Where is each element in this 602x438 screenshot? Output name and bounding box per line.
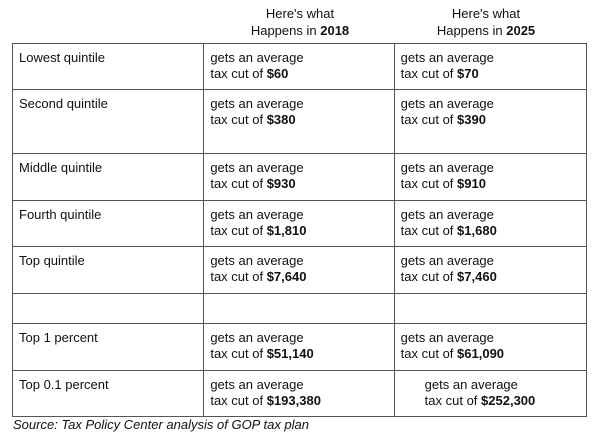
cell-2018-line2: [210, 393, 387, 409]
cell-2018-prefix: tax cut of: [210, 176, 264, 191]
table-row: [13, 371, 587, 417]
cell-2025-amount: $7,460: [457, 269, 497, 284]
cell-2018-prefix: tax cut of: [210, 269, 264, 284]
table-row: [13, 90, 587, 154]
table-row: [13, 44, 587, 90]
cell-2018: [204, 90, 394, 154]
empty-cell: [394, 294, 586, 324]
column-header-2025-line1: Here's what: [451, 6, 521, 21]
row-label: Middle quintile: [13, 154, 204, 201]
column-header-2018-year: 2018: [320, 23, 350, 38]
table-row: [13, 201, 587, 247]
cell-2025-prefix: tax cut of: [400, 269, 454, 284]
cell-2025-line1: gets an average: [400, 50, 494, 65]
cell-2025: [394, 324, 586, 371]
cell-2025-amount: $1,680: [457, 223, 497, 238]
cell-2018-line2: [210, 223, 387, 239]
cell-2018-line1: gets an average: [210, 160, 304, 175]
cell-2025: [394, 90, 586, 154]
cell-2018-prefix: tax cut of: [210, 223, 264, 238]
cell-2018-line2: [210, 112, 387, 128]
cell-2025: [394, 154, 586, 201]
cell-2025-amount: $252,300: [481, 393, 536, 408]
cell-2025-amount: $70: [457, 66, 479, 81]
cell-2018-line2: [210, 346, 387, 362]
cell-2018-line1: gets an average: [210, 253, 304, 268]
cell-2025-prefix: tax cut of: [400, 223, 454, 238]
cell-2025-amount: $61,090: [457, 346, 505, 361]
cell-2018-prefix: tax cut of: [210, 66, 264, 81]
tax-cut-table: [12, 43, 587, 417]
cell-2018-line1: gets an average: [210, 50, 304, 65]
source-note: Source: Tax Policy Center analysis of GOP tax plan: [13, 417, 310, 432]
cell-2025: [394, 44, 586, 90]
cell-2025: [394, 201, 586, 247]
cell-2018-amount: $193,380: [266, 393, 321, 408]
column-header-2025-line2: [396, 22, 576, 39]
cell-2025: [394, 247, 586, 294]
table-row: [13, 324, 587, 371]
cell-2025-prefix: tax cut of: [400, 112, 454, 127]
row-label: Top quintile: [13, 247, 204, 294]
cell-2018-line1: gets an average: [210, 330, 304, 345]
cell-2025-prefix: tax cut of: [400, 176, 454, 191]
table-row: [13, 247, 587, 294]
cell-2025-amount: $910: [457, 176, 486, 191]
cell-2018-amount: $930: [266, 176, 296, 191]
cell-2018-line2: [210, 66, 387, 82]
cell-2018-amount: $60: [266, 66, 289, 81]
cell-2025-line2: [401, 346, 580, 362]
column-header-2018-line2: [210, 22, 390, 39]
cell-2018: [204, 44, 394, 90]
cell-2018-line2: [210, 269, 387, 285]
column-header-2025: [396, 5, 576, 39]
cell-2025-line1: gets an average: [400, 207, 494, 222]
cell-2018: [204, 371, 394, 417]
cell-2018-amount: $1,810: [266, 223, 307, 238]
row-label: Fourth quintile: [13, 201, 204, 247]
column-header-2018-line1: Here's what: [265, 6, 335, 21]
empty-cell: [13, 294, 204, 324]
cell-2025-amount: $390: [457, 112, 486, 127]
row-label: Lowest quintile: [13, 44, 204, 90]
empty-cell: [204, 294, 394, 324]
cell-2025-line1: gets an average: [400, 330, 494, 345]
cell-2025-line2: [401, 223, 580, 239]
cell-2025: [394, 371, 586, 417]
cell-2025-line2: [401, 269, 580, 285]
cell-2025-line2: [401, 66, 580, 82]
cell-2018-prefix: tax cut of: [210, 112, 264, 127]
cell-2018: [204, 324, 394, 371]
cell-2018-line1: gets an average: [210, 96, 304, 111]
column-header-2018-prefix: Happens in: [250, 23, 317, 38]
cell-2025-line1: gets an average: [400, 160, 494, 175]
cell-2025-prefix: tax cut of: [400, 66, 454, 81]
row-label: Top 0.1 percent: [13, 371, 204, 417]
cell-2025-prefix: tax cut of: [400, 346, 454, 361]
column-header-2025-year: 2025: [506, 23, 536, 38]
cell-2018-amount: $380: [266, 112, 296, 127]
cell-2025-line1: gets an average: [400, 253, 494, 268]
cell-2018-amount: $51,140: [266, 346, 314, 361]
cell-2018: [204, 154, 394, 201]
cell-2018-prefix: tax cut of: [210, 393, 264, 408]
cell-2018-line1: gets an average: [210, 207, 304, 222]
column-header-2018: [210, 5, 390, 39]
column-header-2025-prefix: Happens in: [436, 23, 503, 38]
cell-2018-line1: gets an average: [210, 377, 304, 392]
cell-2025-prefix: tax cut of: [424, 393, 478, 408]
cell-2025-line1: gets an average: [424, 377, 518, 392]
cell-2018-prefix: tax cut of: [210, 346, 264, 361]
row-label: Top 1 percent: [13, 324, 204, 371]
table-row: [13, 154, 587, 201]
cell-2018: [204, 247, 394, 294]
cell-2018-amount: $7,640: [266, 269, 307, 284]
cell-2025-line2: [425, 393, 580, 409]
cell-2025-line2: [401, 112, 580, 128]
cell-2018: [204, 201, 394, 247]
cell-2025-line2: [401, 176, 580, 192]
table-row-empty: [13, 294, 587, 324]
row-label: Second quintile: [13, 90, 204, 154]
cell-2025-line1: gets an average: [400, 96, 494, 111]
cell-2018-line2: [210, 176, 387, 192]
